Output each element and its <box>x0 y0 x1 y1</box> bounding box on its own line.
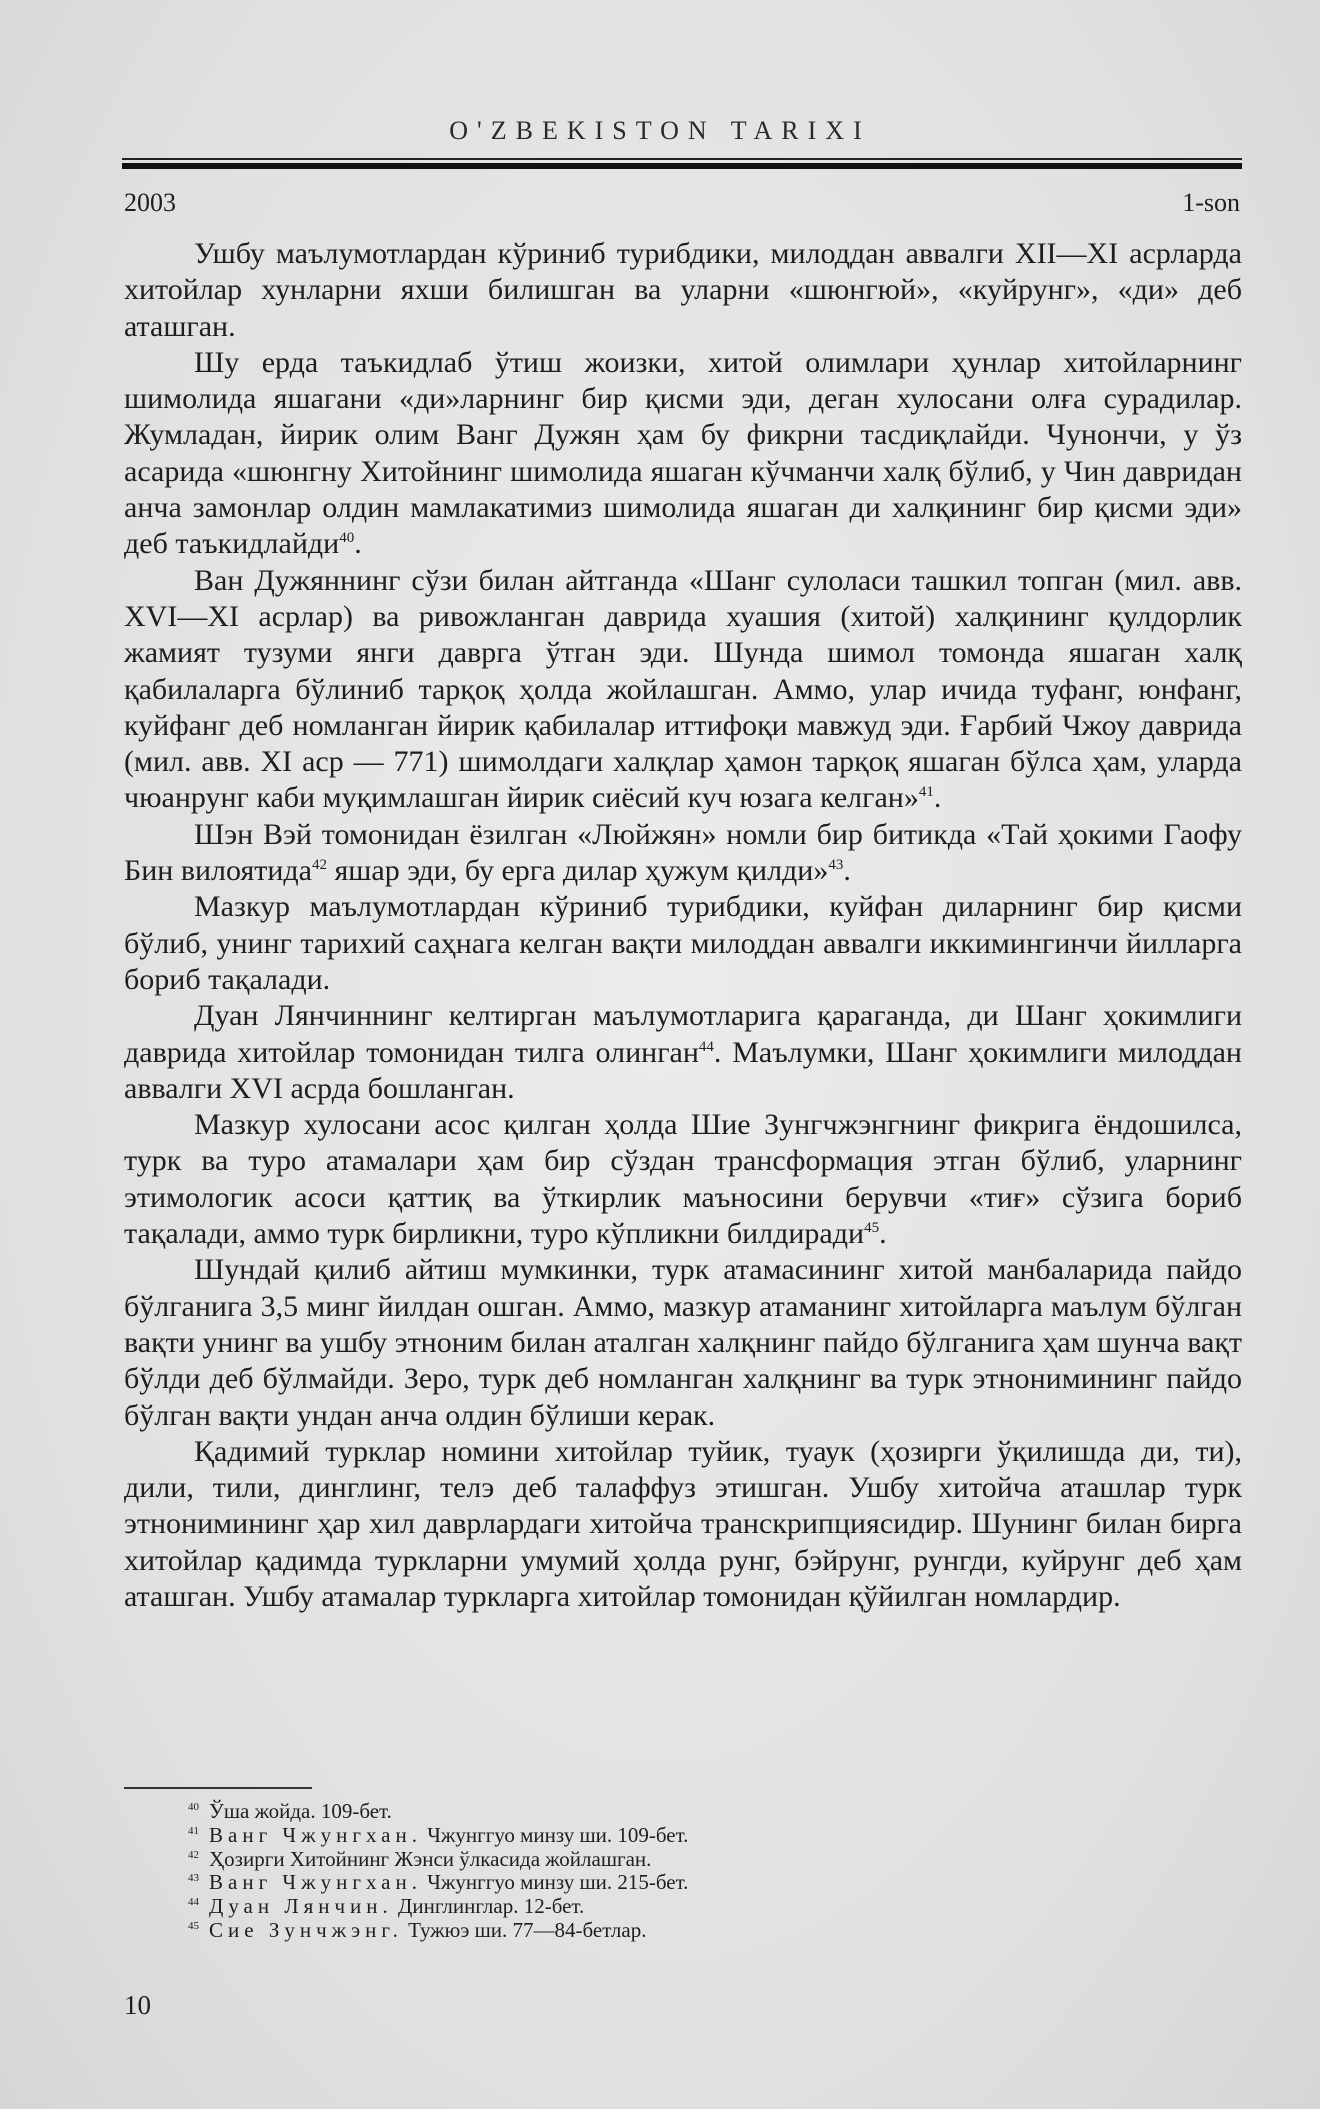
paragraph-text: . <box>354 527 362 561</box>
footnote-author: Ванг Чжунгхан. <box>209 1870 422 1895</box>
paragraph-text: Шу ерда таъкидлаб ўтиш жоизки, хитой олимлари ҳунлар хитойларнинг шимолида яшагани «ди»ларнинг бир қисми эди, деган хулосани олға сурадилар. Жумладан, йирик олим Ванг Дужян ҳам бу фикрни тасдиқлайди. Чунончи, у ўз асарида «шюнгну Хитойнинг шимолида яшаган кўчманчи халқ бўлиб, у Чин давридан анча замонлар олдин мамлакатимиз шимолида яшаган ди халқининг бир қисми эди» деб таъкидлайди <box>124 345 1242 561</box>
footnote-ref[interactable]: 42 <box>312 857 327 874</box>
paragraph-text: Мазкур маълумотлардан кўриниб турибдики, куйфан диларнинг бир қисми бўлиб, унинг тарихий саҳнага келган вақти милоддан аввалги иккимингинчи йилларга бориб тақалади. <box>124 890 1242 996</box>
paragraph <box>124 1107 1242 1252</box>
paragraph <box>124 236 1242 345</box>
paragraph-text: . <box>933 781 942 815</box>
page-number: 10 <box>124 1990 151 2020</box>
paragraph-text: Мазкур хулосани асос қилган ҳолда Шие Зунгчжэнгнинг фикрига ёндошилса, турк ва туро атамалари ҳам бир сўздан трансформация этган бўлиб, уларнинг этимологик асоси қаттиқ ва ўткирлик маъносини берувчи «тиғ» сўзига бориб тақалади, аммо турк бирликни, туро кўпликни билдиради <box>124 1108 1242 1251</box>
footnote <box>188 1800 1188 1824</box>
header-rule-thin <box>122 158 1242 160</box>
footnote-number: 42 <box>188 1848 199 1861</box>
paragraph-text: яшар эди, бу ерга дилар ҳужум қилди» <box>327 854 829 888</box>
footnote-text: Ўша жойда. 109-бет. <box>209 1799 392 1823</box>
paragraph-text: Шундай қилиб айтиш мумкинки, турк атамасининг хитой манбаларида пайдо бўлганига 3,5 минг йилдан ошган. Аммо, мазкур атаманинг хитойларга маълум бўлган вақти унинг ва ушбу этноним билан аталган халқнинг пайдо бўлганига ҳам шунча вақт бўлди деб бўлмайди. Зеро, турк деб номланган халқнинг ва турк этнонимининг пайдо бўлган вақти ундан анча олдин бўлиши керак. <box>124 1253 1242 1432</box>
footnotes <box>188 1800 1188 1943</box>
footnote <box>188 1895 1188 1919</box>
footnote-number: 41 <box>188 1824 199 1837</box>
paragraph-text: . Маълумки, Шанг ҳокимлиги милоддан аввалги XVI асрда бошланган. <box>124 1035 1242 1105</box>
footnote-author: Дуан Лянчин. <box>209 1894 393 1919</box>
footnote-ref[interactable]: 41 <box>918 784 934 801</box>
paragraph <box>124 563 1242 817</box>
paragraph-text: Ван Дужяннинг сўзи билан айтганда «Шанг сулоласи ташкил топган (мил. авв. XVI—XI асрлар) ва ривожланган даврида хуашия (хитой) халқининг қулдорлик жамият тузуми янги даврга ўтган эди. Шунда шимол томонда яшаган халқ қабилаларга бўлиниб тарқоқ ҳолда жойлашган. Аммо, улар ичида туфанг, юнфанг, куйфанг деб номланган йирик қабилалар иттифоқи мавжуд эди. Ғарбий Чжоу даврида (мил. авв. XI аср — 771) шимолдаги халқлар ҳамон тарқоқ яшаган бўлса ҳам, уларда чюанрунг каби муқимлашган йирик сиёсий куч юзага келган» <box>124 563 1242 815</box>
issue-number: 1-son <box>1182 188 1240 217</box>
footnote-number: 43 <box>188 1872 199 1885</box>
footnote-text: Чжунггуо минзу ши. 215-бет. <box>421 1870 689 1895</box>
paragraph-text: Қадимий турклар номини хитойлар туйик, туаук (ҳозирги ўқилишда ди, ти), дили, тили, динглинг, телэ деб талаффуз этишган. Ушбу хитойча аташлар турк этнонимининг ҳар хил даврлардаги хитойча транскрипциясидир. Шунинг билан бирга хитойлар қадимда туркларни умумий ҳолда рунг, бэйрунг, рунгди, куйрунг деб ҳам аташган. Ушбу атамалар туркларга хитойлар томонидан қўйилган номлардир. <box>124 1434 1242 1613</box>
footnote-ref[interactable]: 43 <box>828 857 844 874</box>
footnote-ref[interactable]: 45 <box>864 1220 880 1237</box>
paragraph-text: Дуан Лянчиннинг келтирган маълумотларига қараганда, ди Шанг ҳокимлиги даврида хитойлар томонидан тилга олинган <box>124 999 1242 1069</box>
footnote <box>188 1871 1188 1895</box>
footnote-author: Ванг Чжунгхан. <box>209 1822 422 1847</box>
paragraph <box>124 1252 1242 1433</box>
paragraph <box>124 817 1242 890</box>
footnote-text: Тужюэ ши. 77—84-бетлар. <box>402 1917 647 1942</box>
footnote-number: 45 <box>188 1919 199 1932</box>
paragraph-text: Шэн Вэй томонидан ёзилган «Люйжян» номли бир битикда «Тай ҳокими Гаофу Бин вилоятида <box>124 817 1242 888</box>
footnote-text: Ҳозирги Хитойнинг Жэнси ўлкасида жойлашган. <box>209 1846 652 1871</box>
paragraph-text: Ушбу маълумотлардан кўриниб турибдики, милоддан аввалги XII—XI асрларда хитойлар хунларни яхши билишган ва уларни «шюнгюй», «куйрунг», «ди» деб аташган. <box>124 237 1242 343</box>
paragraph-text: . <box>843 854 851 888</box>
footnote-number: 44 <box>188 1896 199 1909</box>
footnote-text: Чжунггуо минзу ши. 109-бет. <box>421 1822 689 1847</box>
footnote-number: 40 <box>188 1801 199 1813</box>
footnote <box>188 1848 1188 1872</box>
footnote <box>188 1919 1188 1943</box>
footnote <box>188 1824 1188 1848</box>
footnote-author: Сие Зунчжэнг. <box>209 1917 403 1942</box>
paragraph <box>124 998 1242 1107</box>
footnote-ref[interactable]: 40 <box>339 530 355 547</box>
article-body <box>124 236 1242 1615</box>
footnote-separator <box>124 1787 312 1789</box>
paragraph <box>124 889 1242 998</box>
issue-year: 2003 <box>124 188 176 217</box>
journal-title: O'ZBEKISTON TARIXI <box>449 116 871 145</box>
footnote-ref[interactable]: 44 <box>698 1038 714 1055</box>
paragraph-text: . <box>879 1217 887 1251</box>
paragraph <box>124 345 1242 563</box>
header-rule-thick <box>122 163 1242 169</box>
footnote-text: Динглинглар. 12-бет. <box>392 1894 585 1919</box>
paragraph <box>124 1434 1242 1615</box>
